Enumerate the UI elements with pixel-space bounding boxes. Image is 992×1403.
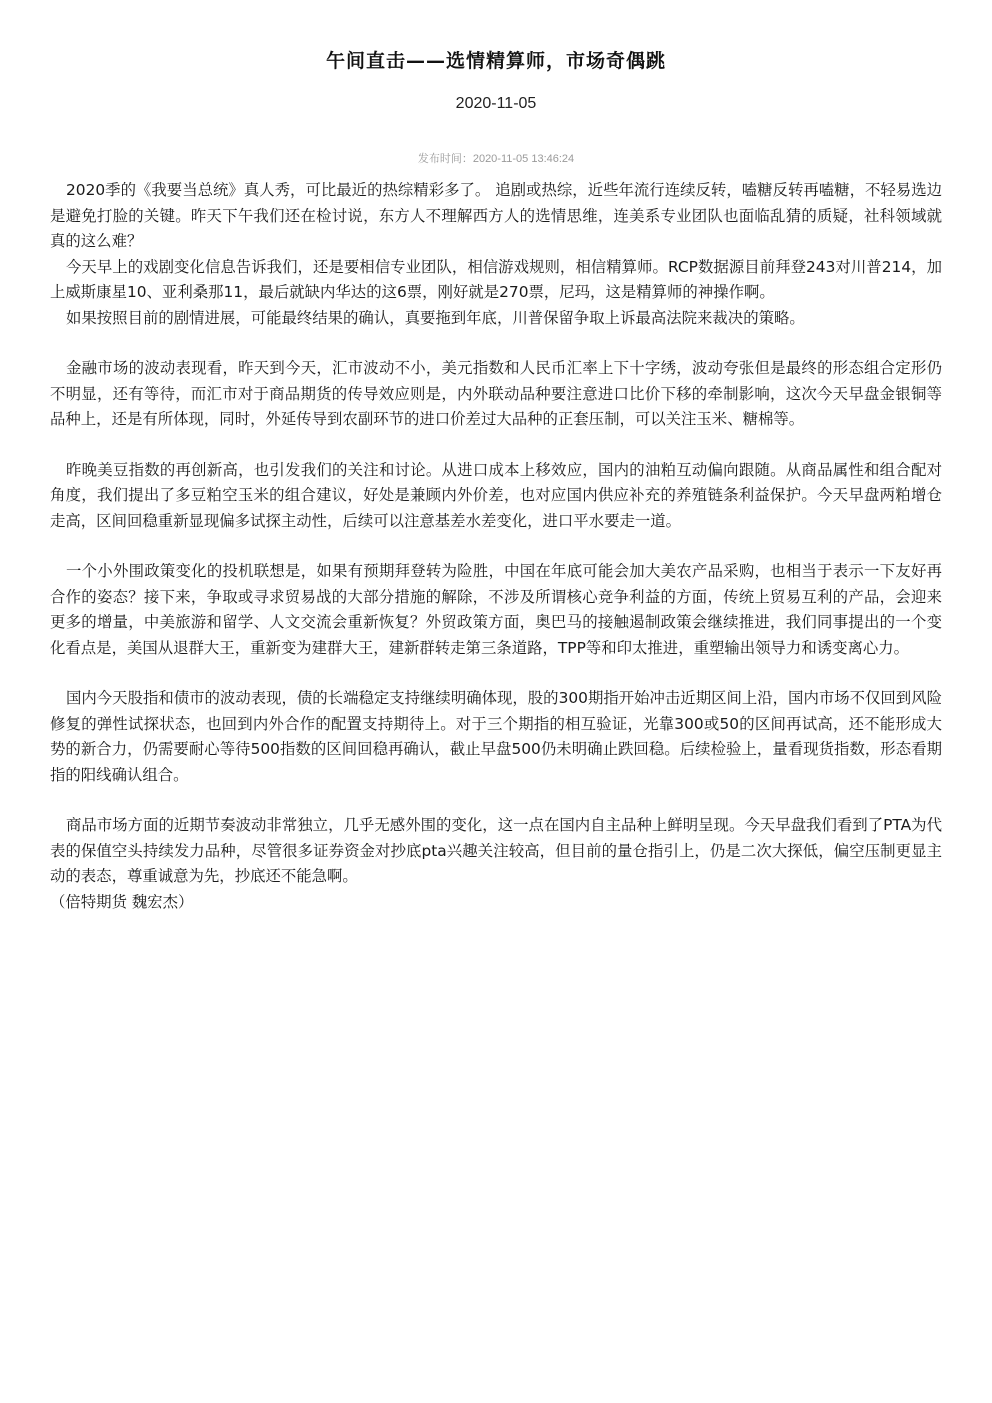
article-body [50,178,942,915]
publish-time-label: 发布时间： [417,152,473,165]
paragraph-3: 如果按照目前的剧情进展，可能最终结果的确认，真要拖到年底，川普保留争取上诉最高法院来裁决的策略。 [66,308,805,327]
paragraph-1: 2020季的《我要当总统》真人秀，可比最近的热综精彩多了。 追剧或热综，近些年流行连续反转，嗑糖反转再嗑糖，不轻易选边是避免打脸的关键。昨天下午我们还在检讨说，东方人不理解西方人的选情思维，连美系专业团队也面临乱猜的质疑，社科领域就真的这么难？ [50,181,942,250]
publish-time-line [0,150,992,166]
paragraph-2: 今天早上的戏剧变化信息告诉我们，还是要相信专业团队，相信游戏规则，相信精算师。RCP数据源目前拜登243对川普214，加上威斯康星10、亚利桑那11，最后就缺内华达的这6票，刚好就是270票，尼玛，这是精算师的神操作啊。 [50,257,942,301]
author-signature: （倍特期货 魏宏杰） [50,892,194,911]
paragraph-8: 商品市场方面的近期节奏波动非常独立，几乎无感外围的变化，这一点在国内自主品种上鲜明呈现。今天早盘我们看到了PTA为代表的保值空头持续发力品种，尽管很多证券资金对抄底pta兴趣关注较高，但目前的量仓指引上，仍是二次大探低，偏空压制更显主动的表态，尊重诚意为先，抄底还不能急啊。 [50,816,942,885]
article-date: 2020-11-05 [455,95,537,112]
paragraph-6: 一个小外围政策变化的投机联想是，如果有预期拜登转为险胜，中国在年底可能会加大美农产品采购，也相当于表示一下友好再合作的姿态？接下来，争取或寻求贸易战的大部分措施的解除，不涉及所谓核心竞争利益的方面，传统上贸易互利的产品，会迎来更多的增量，中美旅游和留学、人文交流会重新恢复？外贸政策方面，奥巴马的接触遏制政策会继续推进，我们同事提出的一个变化看点是，美国从退群大王，重新变为建群大王，建新群转走第三条道路，TPP等和印太推进，重塑输出领导力和诱变离心力。 [50,562,942,657]
paragraph-gap [50,661,942,686]
paragraph-7: 国内今天股指和债市的波动表现，债的长端稳定支持继续明确体现，股的300期指开始冲击近期区间上沿，国内市场不仅回到风险修复的弹性试探状态，也回到内外合作的配置支持期待上。对于三个期指的相互验证，光靠300或50的区间再试高，还不能形成大势的新合力，仍需要耐心等待500指数的区间回稳再确认，截止早盘500仍未明确止跌回稳。后续检验上，量看现货指数，形态看期指的阳线确认组合。 [50,689,942,784]
publish-time-value: 2020-11-05 13:46:24 [472,153,575,165]
article-title: 午间直击——选情精算师，市场奇偶跳 [325,50,666,72]
paragraph-gap [50,788,942,813]
paragraph-4: 金融市场的波动表现看，昨天到今天，汇市波动不小，美元指数和人民币汇率上下十字绣，波动夸张但是最终的形态组合定形仍不明显，还有等待，而汇市对于商品期货的传导效应则是，内外联动品种要注意进口比价下移的牵制影响，这次今天早盘金银铜等品种上，还是有所体现，同时，外延传导到农副环节的进口价差过大品种的正套压制，可以关注玉米、糖棉等。 [50,359,942,428]
paragraph-5: 昨晚美豆指数的再创新高，也引发我们的关注和讨论。从进口成本上移效应，国内的油粕互动偏向跟随。从商品属性和组合配对角度，我们提出了多豆粕空玉米的组合建议，好处是兼顾内外价差，也对应国内供应补充的养殖链条利益保护。今天早盘两粕增仓走高，区间回稳重新显现偏多试探主动性，后续可以注意基差水差变化，进口平水要走一道。 [50,460,942,530]
paragraph-gap [50,331,942,356]
paragraph-gap [50,534,942,559]
paragraph-gap [50,433,942,458]
